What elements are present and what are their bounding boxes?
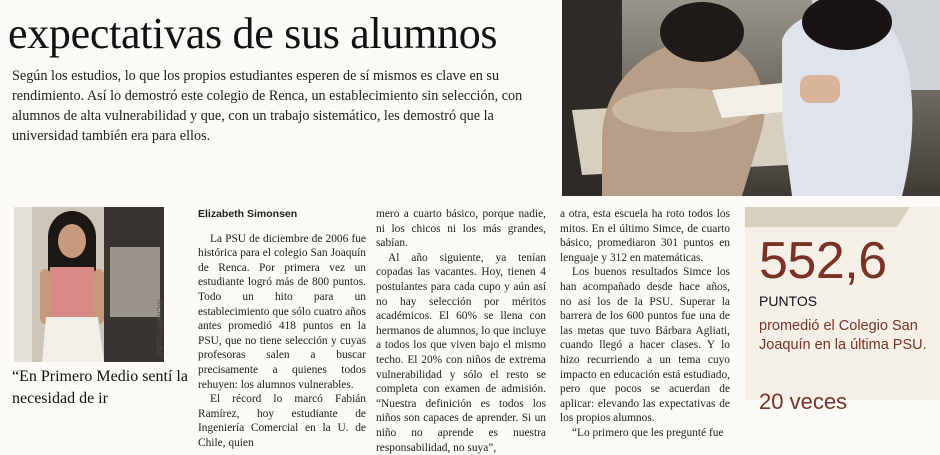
article-column-3 xyxy=(560,207,730,441)
article-column-1 xyxy=(198,207,366,451)
paragraph: a otra, esta escuela ha roto todos los mitos. En el último Simce, de cuarto básico, promediaron 301 puntos en lenguaje y 312 en matemáticas. xyxy=(560,208,730,264)
paragraph: Al año siguiente, ya tenían copadas las vacantes. Hoy, tienen 4 postulantes para cada cupo y aún así no hay selección por méritos académicos. El 60% se llena con hermanos de alumnos, lo que incluye a todos los que viven bajo el mismo techo. El 20% con niños de extrema vulnerabilidad y sólo el resto se completa con examen de admisión. “Nuestra definición es todos los niños son capaces de aprender. Si un niño no aprende es nuestra responsabilidad, no suya”, xyxy=(376,251,546,454)
stat-sidebar xyxy=(745,207,940,414)
paragraph: mero a cuarto básico, porque nadie, ni los chicos ni los más grandes, sabían. xyxy=(376,208,546,250)
headline: expectativas de sus alumnos xyxy=(8,9,498,58)
next-stat: 20 veces xyxy=(759,389,848,414)
stat-description: promedió el Colegio San Joaquín en la última PSU. xyxy=(759,318,927,353)
stat-unit: PUNTOS xyxy=(759,293,818,309)
pull-quote: “En Primero Medio sentí la necesidad de ir xyxy=(12,368,188,407)
paragraph: “Lo primero que les pregunté fue xyxy=(572,426,724,439)
paragraph: Los buenos resultados Simce los han acompañado desde hace años, no así los de la PSU. Superar la barrera de los 600 puntos fue una de las metas que tuvo Bárbara Agliati, cuando llegó a hacer clases. Y lo hizo recurriendo a un tema cuyo impacto en educación está estudiado, pero que pocos se acuerdan de aplicar: elevando las expectativas de los propios alumnos. xyxy=(560,266,730,425)
paragraph: La PSU de diciembre de 2006 fue histórica para el colegio San Joaquín de Renca. Por primera vez un estudiante logró más de 800 puntos. Todo un hito para un establecimiento que sólo cuatro años antes promedió 418 puntos en la PSU, que no tiene selección y cuyas profesoras salen a buscar precisamente a quienes todos rehuyen: los alumnos vulnerables. xyxy=(198,232,366,391)
lead-paragraph: Según los estudios, lo que los propios estudiantes esperen de sí mismos es clave en su rendimiento. Así lo demostró este colegio de Renca, un establecimiento sin selección, con alumnos de alta vulnerabilidad y que, con un trabajo sistemático, les demostró que la universidad también era para ellos. xyxy=(12,68,523,144)
byline: Elizabeth Simonsen xyxy=(198,208,298,220)
photo-credit: RICHARD ULLOA xyxy=(155,300,161,356)
student-photo xyxy=(14,207,164,362)
paragraph: El récord lo marcó Fabián Ramírez, hoy estudiante de Ingeniería Comercial en la U. de Chile, quien xyxy=(198,393,366,449)
classroom-photo xyxy=(562,0,940,196)
stat-number: 552,6 xyxy=(759,232,887,290)
article-column-2 xyxy=(376,207,546,455)
sidebar-tab xyxy=(745,207,910,227)
